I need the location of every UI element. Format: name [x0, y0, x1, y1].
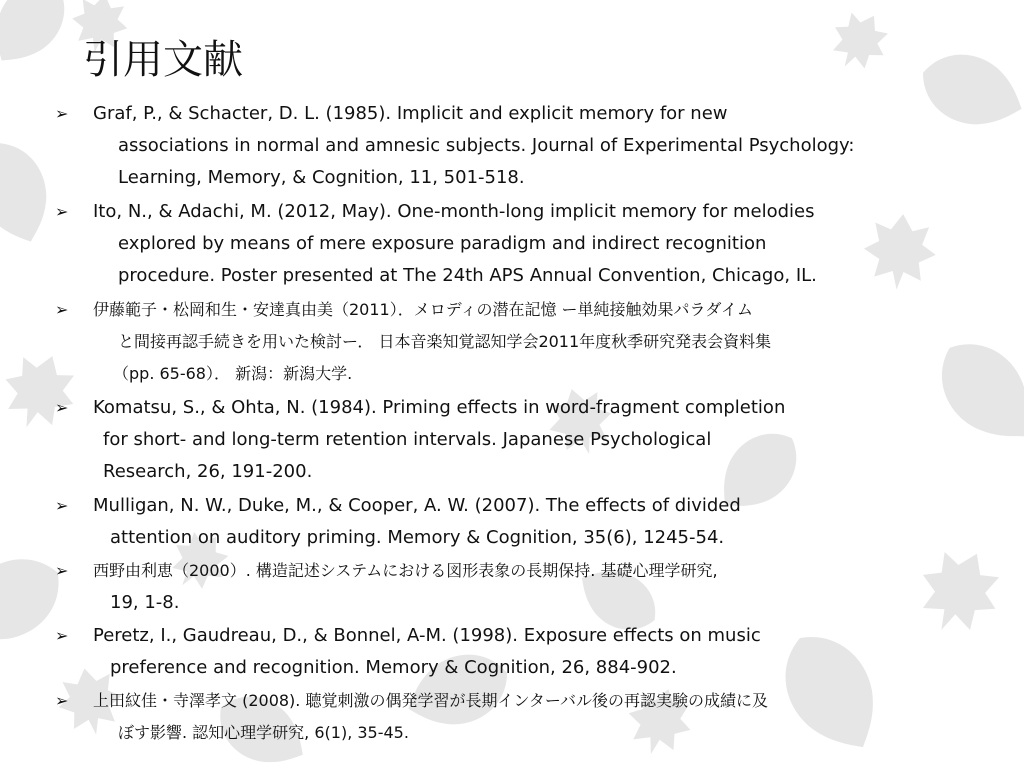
bullet-arrow-icon: ➢: [55, 398, 69, 417]
reference-line: Komatsu, S., & Ohta, N. (1984). Priming effects in word-fragment completion: [93, 397, 786, 418]
leaf-shape: [765, 618, 898, 767]
reference-line: associations in normal and amnesic subjects. Journal of Experimental Psychology:: [118, 135, 855, 156]
reference-line: Mulligan, N. W., Duke, M., & Cooper, A. W. (2007). The effects of divided: [93, 495, 741, 516]
bullet-arrow-icon: ➢: [55, 561, 69, 580]
reference-line: attention on auditory priming. Memory & Cognition, 35(6), 1245-54.: [110, 527, 725, 548]
reference-line: for short- and long-term retention intervals. Japanese Psychological: [103, 429, 712, 450]
leaf-shape: [912, 41, 1024, 140]
leaf-shape: [0, 132, 62, 254]
bullet-arrow-icon: ➢: [55, 104, 69, 123]
reference-line: 西野由利恵（2000）. 構造記述システムにおける図形表象の長期保持. 基礎心理学研究,: [93, 561, 718, 580]
bullet-arrow-icon: ➢: [55, 626, 69, 645]
reference-line: Ito, N., & Adachi, M. (2012, May). One-month-long implicit memory for melodies: [93, 201, 815, 222]
leaf-shape: [861, 211, 939, 293]
reference-line: ぼす影響. 認知心理学研究, 6(1), 35-45.: [118, 723, 409, 742]
reference-line: procedure. Poster presented at The 24th APS Annual Convention, Chicago, IL.: [118, 265, 817, 286]
reference-line: 上田紋佳・寺澤孝文 (2008). 聴覚刺激の偶発学習が長期インターバル後の再認実験の成績に及: [93, 691, 769, 710]
reference-line: と間接再認手続きを用いた検討ー． 日本音楽知覚認知学会2011年度秋季研究発表会資料集: [118, 332, 772, 351]
leaf-shape: [905, 537, 1013, 647]
slide-title: 引用文献: [83, 37, 243, 83]
leaf-shape: [921, 324, 1024, 460]
leaf-shape: [820, 2, 898, 81]
reference-line: explored by means of mere exposure paradigm and indirect recognition: [118, 233, 767, 254]
reference-line: 19, 1-8.: [110, 592, 180, 613]
reference-line: Graf, P., & Schacter, D. L. (1985). Implicit and explicit memory for new: [93, 103, 728, 124]
bullet-arrow-icon: ➢: [55, 691, 69, 710]
reference-line: preference and recognition. Memory & Cognition, 26, 884-902.: [110, 657, 677, 678]
bullet-arrow-icon: ➢: [55, 202, 69, 221]
leaf-shape: [0, 344, 86, 440]
reference-line: Peretz, I., Gaudreau, D., & Bonnel, A-M. (1998). Exposure effects on music: [93, 625, 761, 646]
reference-line: （pp. 65-68）． 新潟：新潟大学.: [113, 364, 353, 383]
reference-line: Research, 26, 191-200.: [103, 461, 313, 482]
reference-line: 伊藤範子・松岡和生・安達真由美（2011）．メロディの潜在記憶 ー単純接触効果パラダイム: [93, 300, 754, 319]
reference-line: Learning, Memory, & Cognition, 11, 501-518.: [118, 167, 525, 188]
leaf-shape: [0, 0, 80, 78]
bullet-arrow-icon: ➢: [55, 300, 69, 319]
bullet-arrow-icon: ➢: [55, 496, 69, 515]
